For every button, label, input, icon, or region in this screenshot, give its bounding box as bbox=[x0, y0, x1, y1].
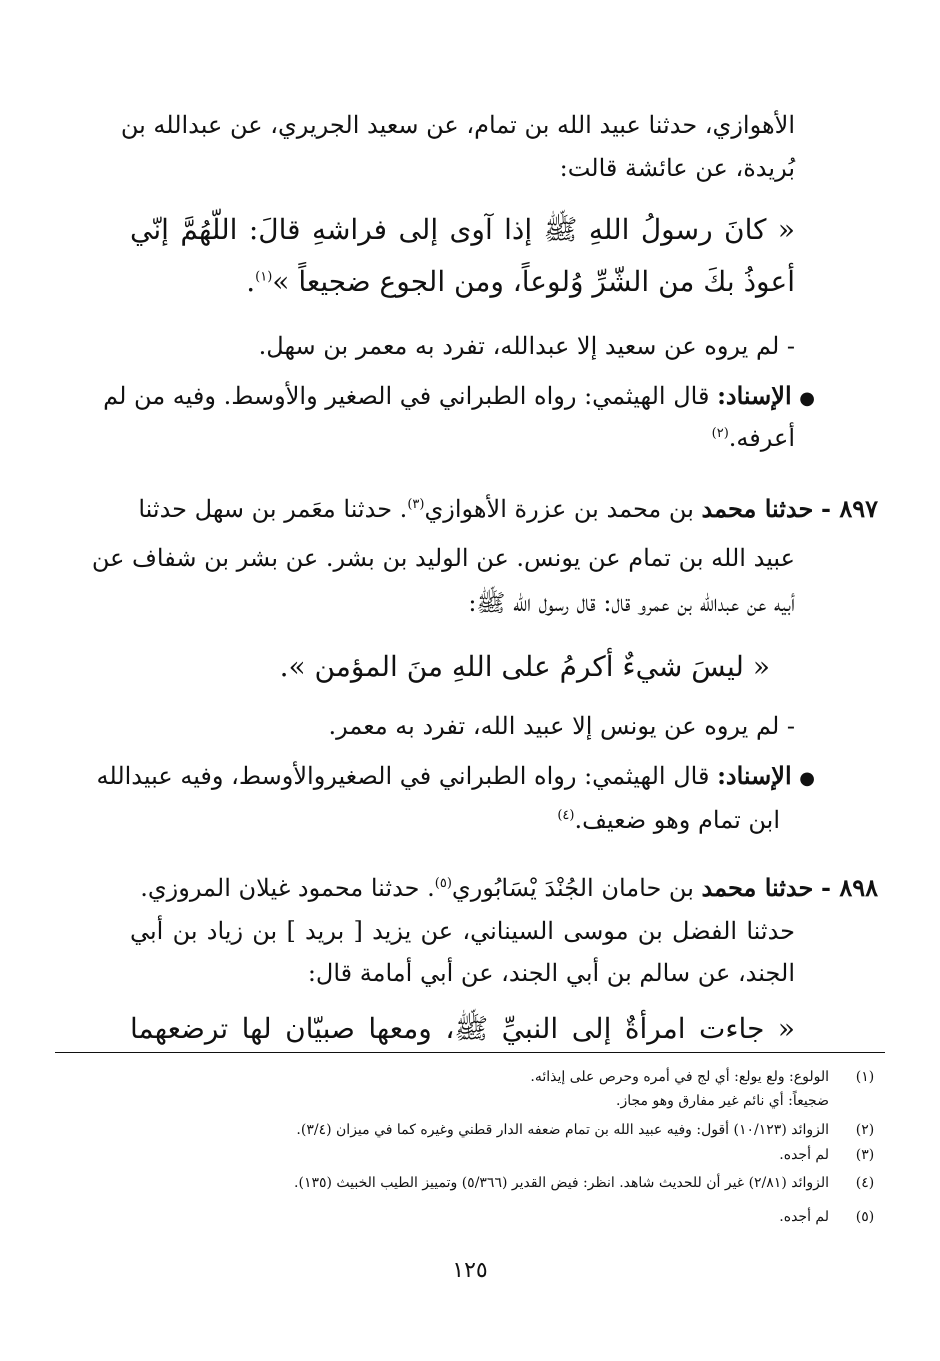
entry-line bbox=[130, 870, 878, 906]
isnad-label: الإسناد: bbox=[717, 761, 792, 790]
hadith-text: « جاءت امرأةٌ إلى النبيِّ ﷺ، ومعها صبيّان لها ترضعهما bbox=[130, 1012, 795, 1045]
footnote-number: (٤) bbox=[855, 1175, 875, 1191]
isnad-text: ابن تمام وهو ضعيف. bbox=[574, 806, 780, 834]
footnote-text: الزوائد (١٠/١٢٣) أقول: وفيه عبيد الله بن تمام ضعفه الدار قطني وغيره كما في ميزان (٣/٤). bbox=[296, 1122, 829, 1138]
footnote-continuation: ضجيعاً: أي نائم غير مفارق وهو مجاز. bbox=[616, 1093, 829, 1109]
text-line: بُريدة، عن عائشة قالت: bbox=[559, 154, 795, 182]
footnote bbox=[150, 1206, 885, 1228]
text-line: عبيد الله بن تمام عن يونس. عن الوليد بن بشر. عن بشر بن شفاف عن bbox=[91, 544, 795, 572]
footnote-ref: (١) bbox=[255, 269, 273, 285]
text-line: الجند، عن سالم بن أبي الجند، عن أبي أمامة قال: bbox=[307, 959, 795, 987]
footnote-number: (٣) bbox=[855, 1147, 875, 1163]
isnad-text: قال الهيثمي: رواه الطبراني في الصغيروالأوسط، وفيه عبيدالله bbox=[96, 762, 710, 790]
footnote-number: (١) bbox=[855, 1069, 875, 1085]
isnad-text: قال الهيثمي: رواه الطبراني في الصغير والأوسط. وفيه من لم bbox=[103, 382, 710, 410]
entry-number: ٨٩٨ - bbox=[821, 873, 878, 902]
footnote-number: (٢) bbox=[855, 1122, 875, 1138]
entry-lead: حدثنا محمد bbox=[701, 873, 814, 902]
footnote-text: لم أجده. bbox=[779, 1147, 829, 1163]
footnote bbox=[150, 1144, 885, 1166]
hadith-text: « ليسَ شيءٌ أكرمُ على اللهِ منَ المؤمن ». bbox=[279, 650, 770, 683]
footnote-text: الزوائد (٢/٨١) غير أن للحديث شاهد. انظر: فيض القدير (٥/٣٦٦) وتمييز الطيب الخبيث (١٣٥). bbox=[294, 1175, 829, 1191]
footnote bbox=[150, 1066, 885, 1088]
footnote-divider bbox=[55, 1052, 885, 1053]
page-number: ١٢٥ bbox=[452, 1258, 488, 1283]
footnote bbox=[150, 1172, 885, 1194]
footnote-number: (٥) bbox=[855, 1209, 875, 1225]
bullet-icon: ● bbox=[799, 388, 815, 409]
hadith-text: « كانَ رسولُ اللهِ ﷺ إذا آوى إلى فراشهِ قالَ: اللّهُمَّ إنّي bbox=[130, 213, 795, 246]
hadith-text-part: أعوذُ بكَ من الشّرِّ وُلوعاً، ومن الجوع ضجيعاً » bbox=[272, 265, 795, 298]
narration-note: - لم يروه عن يونس إلا عبيد الله، تفرد به معمر. bbox=[328, 712, 795, 740]
entry-text: بن محمد بن عزرة الأهوازي bbox=[424, 495, 694, 523]
footnote-ref: (٤) bbox=[557, 808, 575, 823]
entry-text: . حدثنا معَمر بن سهل حدثنا bbox=[138, 495, 408, 523]
hadith-text bbox=[130, 260, 795, 304]
text-line: الأهوازي، حدثنا عبيد الله بن تمام، عن سعيد الجريري، عن عبدالله بن bbox=[120, 111, 795, 139]
entry-line bbox=[130, 491, 878, 527]
isnad-label: الإسناد: bbox=[717, 381, 792, 410]
footnote-ref: (٢) bbox=[711, 426, 729, 441]
isnad-line bbox=[130, 802, 780, 838]
isnad-line bbox=[96, 758, 815, 797]
isnad-text: أعرفه. bbox=[728, 424, 795, 452]
footnote-ref: (٥) bbox=[434, 876, 452, 891]
entry-number: ٨٩٧ - bbox=[821, 494, 878, 523]
entry-text: . حدثنا محمود غيلان المروزي. bbox=[140, 874, 435, 902]
footnote bbox=[150, 1119, 885, 1141]
entry-text: بن حامان الجُنْدَ يْسَابُوري bbox=[451, 874, 694, 902]
bullet-icon: ● bbox=[799, 768, 815, 789]
text-line: أبيه عن عبدالله بن عمرو قال: قال رسول الله ﷺ: bbox=[468, 589, 795, 617]
narration-note: - لم يروه عن سعيد إلا عبدالله، تفرد به معمر بن سهل. bbox=[258, 332, 795, 360]
isnad-line bbox=[130, 420, 795, 456]
entry-lead: حدثنا محمد bbox=[701, 494, 814, 523]
hadith-text-end: . bbox=[246, 265, 256, 298]
text-line: حدثنا الفضل بن موسى السيناني، عن يزيد [ بريد ] بن زياد بن أبي bbox=[130, 917, 795, 945]
footnote-text: لم أجده. bbox=[779, 1209, 829, 1225]
isnad-line bbox=[103, 378, 815, 417]
footnote-ref: (٣) bbox=[407, 497, 425, 512]
footnote-text: الولوع: ولع يولع: أي لج في أمره وحرص على إيذائه. bbox=[530, 1069, 829, 1085]
